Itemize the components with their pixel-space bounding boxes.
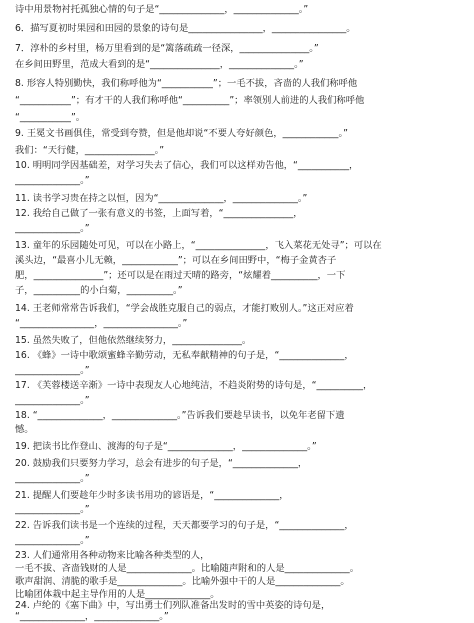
question-line: 9. 王冕文书画俱佳，常受到夸赞，但是他却说“不要人夸好颜色，____________。”: [15, 128, 348, 139]
question-line: “___________”。: [15, 112, 86, 123]
question-line: ______________。”: [15, 223, 90, 234]
question-line: 在乡间田野里，范成大看到的是“_______________，______________。”: [15, 59, 304, 70]
question-line: 24. 卢纶的《塞下曲》中，写出勇士们列队准备出发时的雪中英姿的诗句是，: [15, 600, 331, 611]
question-line: 10. 明明同学因基础差，对学习失去了信心，我们可以这样劝告他，“___________，: [15, 160, 359, 171]
question-line: 22. 告诉我们读书是一个连续的过程，天天都要学习的句子是，“______________，: [15, 520, 354, 531]
question-line: 8. 形容人特别勤快，我们称呼他为“___________”；一毛不拔，吝啬的人我们称呼他: [15, 78, 358, 89]
question-line: 15. 虽然失败了，但他依然继续努力，_______________。: [15, 335, 252, 346]
question-line: 21. 提醒人们要趁年少时多读书用功的谚语是，“______________，: [15, 490, 289, 501]
question-line: 比喻团体栽中起主导作用的人是______________。: [15, 589, 220, 600]
question-line: 一毛不拔、吝啬钱财的人是______________。比喻随声附和的人是______________。: [15, 563, 359, 574]
question-line: 子，__________的小白菊，__________。”: [15, 285, 183, 296]
question-line: 19. 把读书比作登山、渡海的句子是“______________，______________。”: [15, 441, 317, 452]
question-line: 14. 王老师常常告诉我们，“学会战胜克服自己的弱点，才能打败别人。”这正对应着: [15, 303, 354, 314]
question-line: ______________。”: [15, 175, 90, 186]
question-line: ______________。”: [15, 395, 90, 406]
question-line: ______________。”: [15, 473, 90, 484]
question-line: 肥，_______________”；还可以是在雨过天晴的路旁，“炫耀着__________，一下: [15, 270, 346, 281]
question-line: “______________，______________。”: [15, 611, 169, 622]
question-line: 诗中用景物衬托孤独心情的句子是“______________，______________。”: [15, 4, 309, 15]
question-line: “________________，________________。”: [15, 318, 188, 329]
question-line: 我们：“天行健，_______________。”: [15, 145, 165, 156]
question-line: 11. 读书学习贵在持之以恒，因为“______________，______________。”: [15, 193, 308, 204]
question-line: 歌声甜润、清脆的歌手是______________。比喻外强中干的人是______________。: [15, 576, 350, 587]
question-line: 12. 我给自己做了一张有意义的书签，上面写着，“_______________，: [15, 208, 303, 219]
question-line: 13. 童年的乐园随处可见，可以在小路上，“_______________，飞入菜花无处寻”；可以在: [15, 240, 382, 251]
question-line: 17. 《芙蓉楼送辛渐》一诗中表现友人心地纯洁，不趋炎附势的诗句是，“__________，: [15, 380, 373, 391]
question-line: 16. 《蜂》一诗中歌颂蜜蜂辛勤劳动，无私奉献精神的句子是，“______________，: [15, 350, 354, 361]
question-line: 23. 人们通常用各种动物来比喻各种类型的人，: [15, 550, 210, 561]
question-line: 6．描写夏初时果园和田园的景象的诗句是________________，________________。: [15, 23, 356, 34]
question-line: “___________”；有才干的人我们称呼他“__________”；率领别人前进的人我们称呼他: [15, 95, 365, 106]
question-line: 7．淳朴的乡村里，杨万里看到的是“篱落疏疏一径深，_______________。”: [15, 43, 319, 54]
question-line: 18. “______________，______________。”告诉我们要趁早读书，以免年老留下遗: [15, 410, 345, 421]
question-line: ______________。”: [15, 365, 90, 376]
question-line: ______________。”: [15, 504, 90, 515]
question-line: ______________。”: [15, 535, 90, 546]
question-line: 溪头边，“最喜小儿无赖，____________”；可以在乡间田野中，“梅子金黄杏子: [15, 255, 337, 266]
question-line: 20. 鼓励我们只要努力学习，总会有进步的句子是，“______________，: [15, 458, 308, 469]
question-line: 憾。: [15, 424, 34, 435]
